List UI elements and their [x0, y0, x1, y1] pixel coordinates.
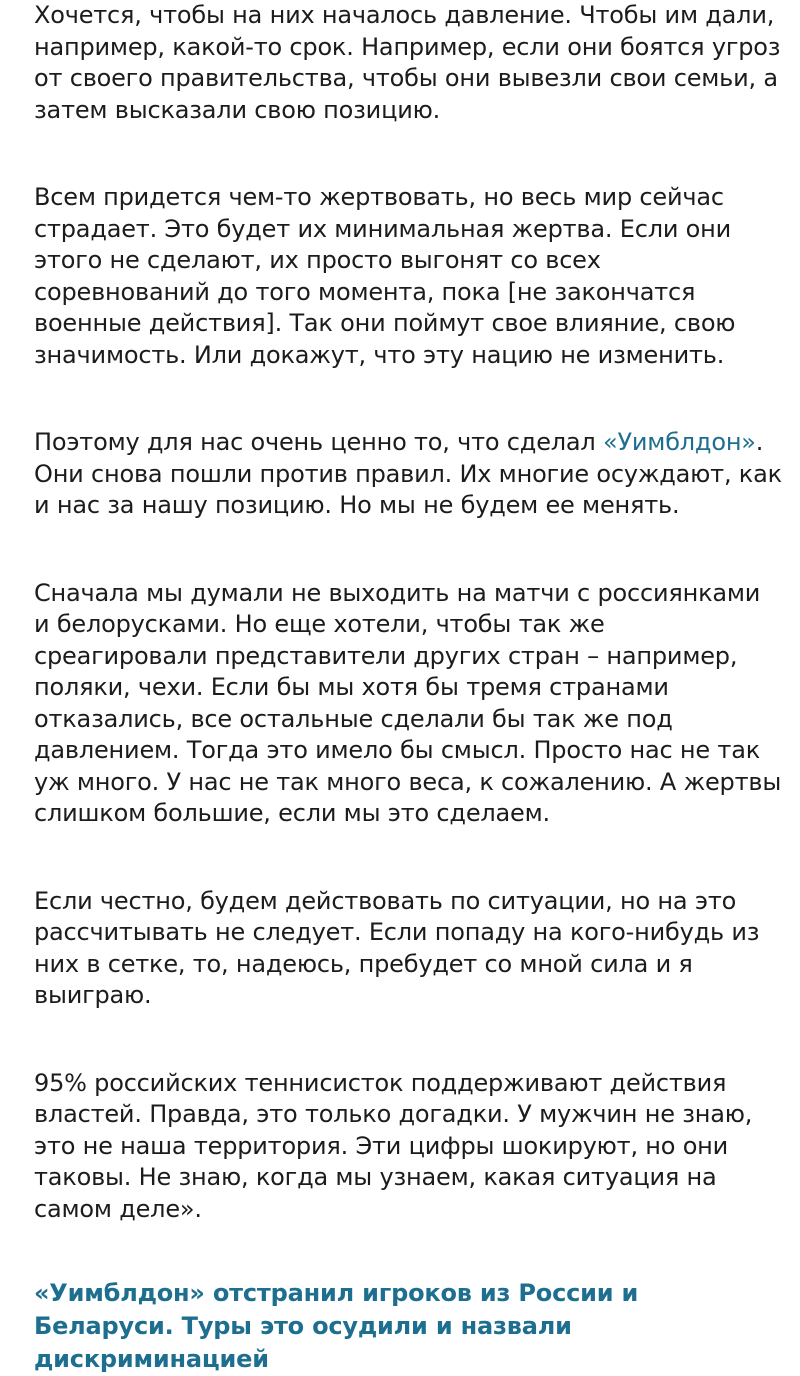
paragraph-6: 95% российских теннисисток поддерживают действия властей. Правда, это только догадки. У мужчин не знаю, это не наша территория. Эти цифры шокируют, но они таковы. Не знаю, когда мы узнаем, какая ситуация на самом деле».: [34, 1068, 753, 1223]
paragraph-4: Сначала мы думали не выходить на матчи с россиянками и белорусками. Но еще хотели, чтобы так же среагировали представители других стран – например, поляки, чехи. Если бы мы хотя бы тремя странами отказались, все остальные сделали бы так же под давлением. Тогда это имело бы смысл. Просто нас не так уж много. У нас не так много веса, к сожалению. А жертвы слишком большие, если мы это сделаем.: [34, 578, 782, 827]
paragraph-3-text-before: Поэтому для нас очень ценно то, что сделал: [34, 428, 603, 456]
related-article: [34, 1277, 782, 1376]
paragraph-3: [34, 427, 782, 522]
paragraph-1: Хочется, чтобы на них началось давление. Чтобы им дали, например, какой-то срок. Например, если они боятся угроз от своего правительства, чтобы они вывезли свои семьи, а затем высказали свою позицию.: [34, 1, 781, 124]
paragraph-3-text-after: . Они снова пошли против правил. Их многие осуждают, как и нас за нашу позицию. Но мы не будем ее менять.: [34, 428, 782, 519]
paragraph-2: Всем придется чем-то жертвовать, но весь мир сейчас страдает. Это будет их минимальная жертва. Если они этого не сделают, их просто выгонят со всех соревнований до того момента, пока [не закончатся военные действия]. Так они поймут свое влияние, свою значимость. Или докажут, что эту нацию не изменить.: [34, 183, 736, 369]
wimbledon-link[interactable]: «Уимблдон»: [602, 428, 756, 456]
related-article-link[interactable]: «Уимблдон» отстранил игроков из России и Беларуси. Туры это осудили и назвали дискриминацией: [34, 1279, 639, 1373]
paragraph-5: Если честно, будем действовать по ситуации, но на это рассчитывать не следует. Если попаду на кого-нибудь из них в сетке, то, надеюсь, пребудет со мной сила и я выиграю.: [34, 886, 760, 1009]
article-body: [34, 0, 782, 1376]
